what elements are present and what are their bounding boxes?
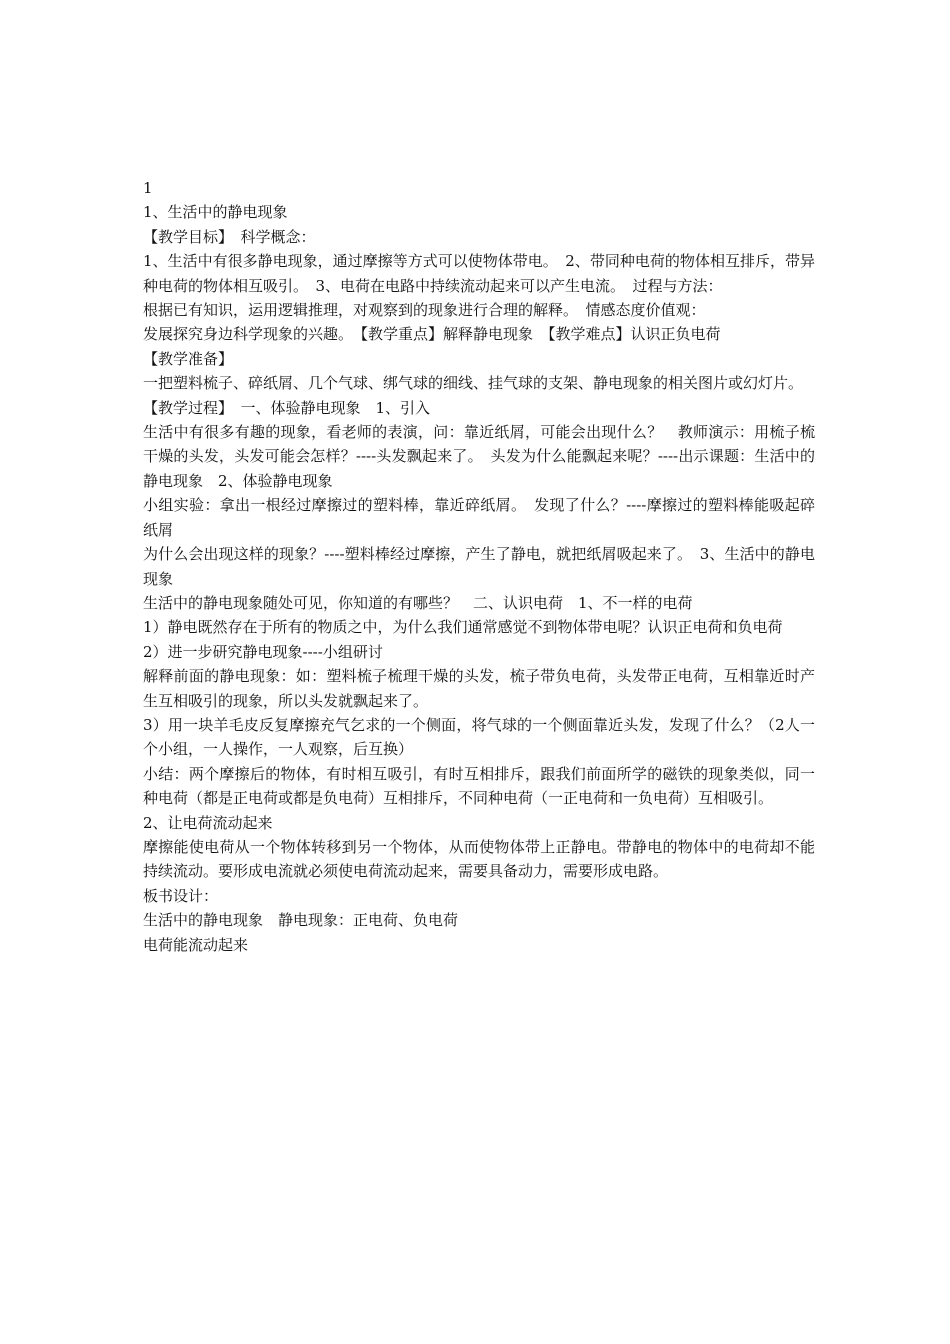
document-body <box>143 176 815 957</box>
teaching-goals-heading: 【教学目标】 科学概念： <box>143 227 316 246</box>
lesson-title: 1、生活中的静电现象 <box>143 203 288 222</box>
attitude-and-focus-paragraph: 发展探究身边科学现象的兴趣。 【教学重点】解释静电现象 【教学难点】认识正负电荷 <box>143 325 721 344</box>
current-paragraph: 摩擦能使电荷从一个物体转移到另一个物体，从而使物体带上正静电。带静电的物体中的电荷却不能持续流动。要形成电流就必须使电荷流动起来，需要具备动力，需要形成电路。 <box>143 837 815 881</box>
explanation-paragraph: 为什么会出现这样的现象？----塑料棒经过摩擦，产生了静电，就把纸屑吸起来了。 3、生活中的静电现象 <box>143 545 815 588</box>
page-number: 1 <box>143 179 153 197</box>
group-discussion-paragraph: 2）进一步研究静电现象----小组研讨 <box>143 642 383 661</box>
methods-paragraph: 根据已有知识，运用逻辑推理，对观察到的现象进行合理的解释。 情感态度价值观： <box>143 301 706 320</box>
board-design-line-1: 生活中的静电现象 静电现象：正电荷、负电荷 <box>143 911 459 930</box>
materials-paragraph: 一把塑料梳子、碎纸屑、几个气球、绑气球的细线、挂气球的支架、静电现象的相关图片或幻灯片。 <box>143 374 804 393</box>
board-design-line-2: 电荷能流动起来 <box>143 935 249 954</box>
teaching-process-heading: 【教学过程】 一、体验静电现象 1、引入 <box>143 398 431 417</box>
balloon-experiment-paragraph: 3）用一块羊毛皮反复摩擦充气乞求的一个侧面，将气球的一个侧面靠近头发，发现了什么？（2人一个小组，一人操作，一人观察，后互换） <box>143 715 815 759</box>
comb-explanation-paragraph: 解释前面的静电现象：如：塑料梳子梳理干燥的头发，梳子带负电荷，头发带正电荷，互相靠近时产生互相吸引的现象，所以头发就飘起来了。 <box>143 667 815 710</box>
science-concepts-paragraph: 1、生活中有很多静电现象，通过摩擦等方式可以使物体带电。 2、带同种电荷的物体相互排斥，带异种电荷的物体相互吸引。 3、电荷在电路中持续流动起来可以产生电流。 过程与方法： <box>143 252 815 295</box>
introduction-paragraph: 生活中有很多有趣的现象，看老师的表演，问：靠近纸屑，可能会出现什么？ 教师演示：用梳子梳干燥的头发，头发可能会怎样？----头发飘起来了。 头发为什么能飘起来呢？----出示课题：生活中的静电现象 2、体验静电现象 <box>143 423 815 490</box>
board-design-heading: 板书设计： <box>143 886 219 905</box>
flowing-charges-heading: 2、让电荷流动起来 <box>143 813 273 832</box>
group-experiment-paragraph: 小组实验：拿出一根经过摩擦过的塑料棒，靠近碎纸屑。 发现了什么？----摩擦过的塑料棒能吸起碎纸屑 <box>143 496 815 539</box>
summary-paragraph: 小结：两个摩擦后的物体，有时相互吸引，有时互相排斥，跟我们前面所学的磁铁的现象类似，同一种电荷（都是正电荷或都是负电荷）互相排斥，不同种电荷（一正电荷和一负电荷）互相吸引。 <box>143 764 815 808</box>
teaching-preparation-heading: 【教学准备】 <box>143 349 234 368</box>
charges-question-paragraph: 1）静电既然存在于所有的物质之中，为什么我们通常感觉不到物体带电呢？认识正电荷和负电荷 <box>143 618 783 637</box>
everyday-static-paragraph: 生活中的静电现象随处可见，你知道的有哪些？ 二、认识电荷 1、不一样的电荷 <box>143 593 693 612</box>
